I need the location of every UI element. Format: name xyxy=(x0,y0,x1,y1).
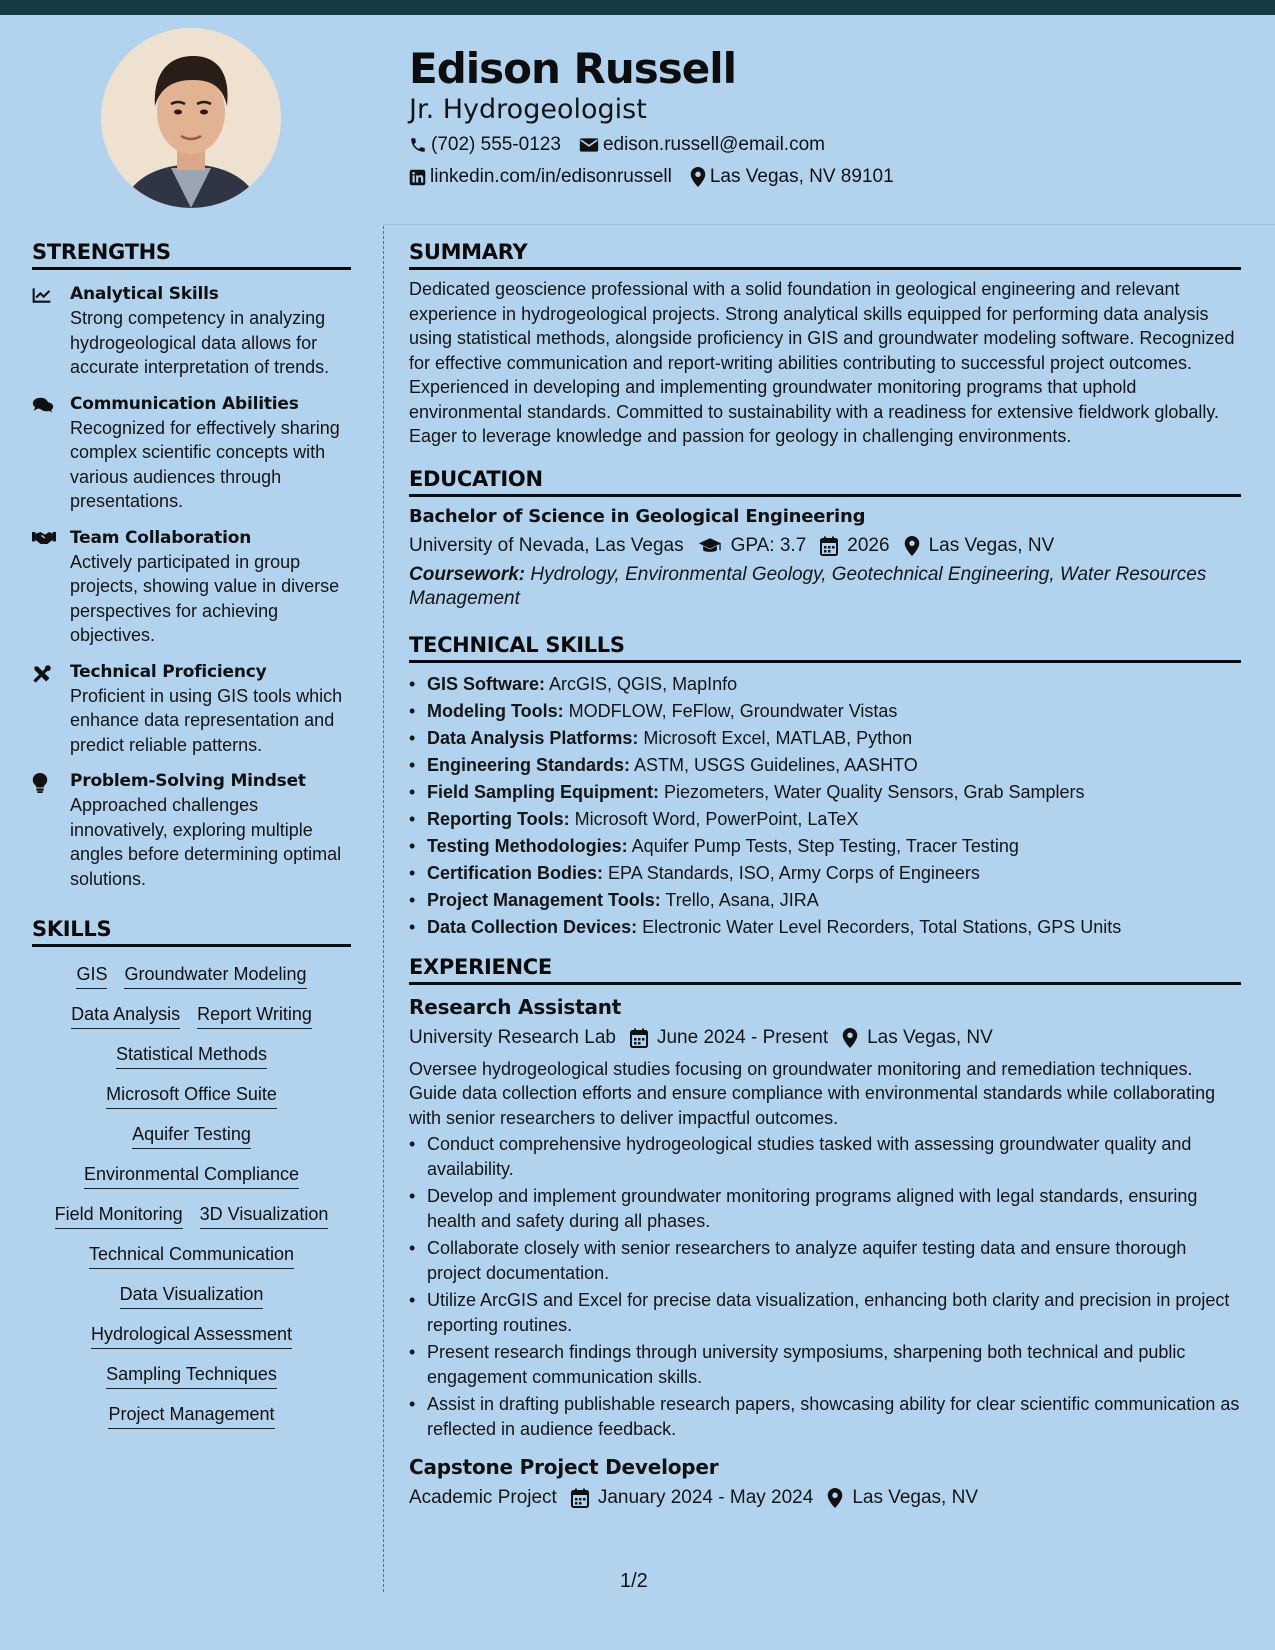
job-description: Oversee hydrogeological studies focusing on groundwater monitoring and remediation techniques. Guide data collection efforts and ensure compliance with environmental standards while collaborating with senior researchers to deliver impactful outcomes. xyxy=(409,1058,1216,1128)
contact-location xyxy=(690,166,894,188)
strengths-heading: STRENGTHS xyxy=(32,240,351,270)
job-meta xyxy=(409,1027,1241,1049)
map-pin-icon xyxy=(842,1028,858,1048)
map-pin-icon xyxy=(827,1488,843,1508)
page-indicator: 1/2 xyxy=(620,1570,648,1592)
header-divider xyxy=(383,224,1275,225)
tech-skill-value: EPA Standards, ISO, Army Corps of Engineers xyxy=(608,862,980,883)
skill-chip: Environmental Compliance xyxy=(84,1163,299,1189)
email-text: edison.russell@email.com xyxy=(602,134,825,155)
lightbulb-icon xyxy=(32,773,48,793)
tech-skill-item xyxy=(409,860,1241,887)
graduation-year: 2026 xyxy=(847,534,890,556)
tech-skill-item xyxy=(409,887,1241,914)
gpa-text: GPA: 3.7 xyxy=(730,534,807,556)
tech-skill-value: ASTM, USGS Guidelines, AASHTO xyxy=(634,754,918,775)
tech-skill-label: Project Management Tools: xyxy=(427,889,661,910)
job-dates: January 2024 - May 2024 xyxy=(597,1487,814,1508)
strength-title: Problem-Solving Mindset xyxy=(70,771,306,791)
calendar-icon xyxy=(630,1028,648,1048)
calendar-icon xyxy=(571,1488,589,1508)
skill-chip: Data Analysis xyxy=(71,1003,180,1029)
skill-chip: 3D Visualization xyxy=(200,1203,329,1229)
tech-skill-item xyxy=(409,752,1241,779)
strength-desc: Recognized for effectively sharing complex scientific concepts with various audiences through presentations. xyxy=(70,417,340,511)
technical-skills-heading: TECHNICAL SKILLS xyxy=(409,633,1241,663)
strength-item xyxy=(32,662,351,758)
job-location: Las Vegas, NV xyxy=(867,1026,993,1048)
school-name: University of Nevada, Las Vegas xyxy=(409,534,684,556)
tech-skill-value: MODFLOW, FeFlow, Groundwater Vistas xyxy=(568,700,898,721)
skill-chip: Project Management xyxy=(108,1403,274,1429)
tech-skill-item xyxy=(409,914,1241,941)
location-text: Las Vegas, NV 89101 xyxy=(709,166,894,187)
skill-chip: Data Visualization xyxy=(120,1283,264,1309)
education-heading: EDUCATION xyxy=(409,467,1241,497)
map-pin-icon xyxy=(690,167,706,187)
candidate-name: Edison Russell xyxy=(409,44,737,93)
contact-email[interactable] xyxy=(579,134,825,156)
summary-text: Dedicated geoscience professional with a solid foundation in geological engineering and relevant experience in hydrogeological projects. Strong analytical skills equipped for performing data analysis using statistical methods, alongside proficiency in GIS and groundwater modeling software. Recognized for effective communication and report-writing abilities contributing to successful project outcomes. Experienced in developing and implementing groundwater monitoring programs that uphold environmental standards. Committed to sustainability with a readiness for extensive fieldwork globally. Eager to leverage knowledge and passion for geology in challenging environments. xyxy=(409,279,1235,446)
strength-desc: Proficient in using GIS tools which enhance data representation and predict reliable patterns. xyxy=(70,685,343,755)
summary-heading: SUMMARY xyxy=(409,240,1241,270)
tech-skill-value: Microsoft Excel, MATLAB, Python xyxy=(643,727,913,748)
phone-text: (702) 555-0123 xyxy=(431,134,561,155)
tech-skill-label: Certification Bodies: xyxy=(427,862,604,883)
contact-row-2 xyxy=(409,166,912,188)
column-divider xyxy=(383,226,384,1592)
job-bullet: • Utilize ArcGIS and Excel for precise data visualization, enhancing both clarity and precision in project reporting routines. xyxy=(409,1288,1241,1337)
top-bar xyxy=(0,0,1275,15)
job-role: Research Assistant xyxy=(409,994,622,1019)
skill-chip: Sampling Techniques xyxy=(106,1363,277,1389)
job-org: Academic Project xyxy=(409,1487,557,1508)
calendar-icon xyxy=(820,536,838,556)
tools-icon xyxy=(32,664,52,684)
tech-skill-label: Engineering Standards: xyxy=(427,754,631,775)
tech-skill-value: Electronic Water Level Recorders, Total Stations, GPS Units xyxy=(642,916,1122,937)
map-pin-icon xyxy=(904,536,920,556)
tech-skill-value: Aquifer Pump Tests, Step Testing, Tracer Testing xyxy=(631,835,1019,856)
strength-item xyxy=(32,528,351,648)
tech-skill-label: Modeling Tools: xyxy=(427,700,564,721)
strength-title: Team Collaboration xyxy=(70,527,252,548)
graduation-cap-icon xyxy=(698,537,722,555)
tech-skill-value: Piezometers, Water Quality Sensors, Grab Samplers xyxy=(664,781,1085,802)
experience-heading: EXPERIENCE xyxy=(409,955,1241,985)
skill-chip: Microsoft Office Suite xyxy=(106,1083,277,1109)
contact-linkedin[interactable] xyxy=(409,166,672,188)
skill-chip: GIS xyxy=(76,963,107,989)
skills-list xyxy=(32,957,351,1429)
skill-chip: Hydrological Assessment xyxy=(91,1323,292,1349)
linkedin-text: linkedin.com/in/edisonrussell xyxy=(430,166,672,187)
strength-desc: Actively participated in group projects, showing value in diverse perspectives for achieving objectives. xyxy=(70,551,340,645)
right-column xyxy=(409,240,1241,1509)
tech-skill-item xyxy=(409,698,1241,725)
tech-skill-value: Microsoft Word, PowerPoint, LaTeX xyxy=(574,808,859,829)
candidate-title: Jr. Hydrogeologist xyxy=(409,94,647,125)
skill-chip: Groundwater Modeling xyxy=(124,963,306,989)
tech-skill-value: Trello, Asana, JIRA xyxy=(665,889,819,910)
job-bullet: • Present research findings through university symposiums, sharpening both technical and public engagement communication skills. xyxy=(409,1340,1241,1389)
tech-skill-label: GIS Software: xyxy=(427,673,546,694)
job-bullets xyxy=(409,1132,1241,1441)
strength-desc: Strong competency in analyzing hydrogeological data allows for accurate interpretation of trends. xyxy=(70,308,330,377)
job-bullet: • Assist in drafting publishable research papers, showcasing ability for clear scientific communication as reflected in audience feedback. xyxy=(409,1392,1241,1441)
strength-title: Technical Proficiency xyxy=(70,661,267,682)
job-bullet: • Conduct comprehensive hydrogeological studies tasked with assessing groundwater quality and availability. xyxy=(409,1132,1241,1181)
skill-chip: Aquifer Testing xyxy=(132,1123,251,1149)
strength-item xyxy=(32,394,351,514)
job-meta xyxy=(409,1487,1241,1509)
envelope-icon xyxy=(579,137,599,153)
tech-skill-item xyxy=(409,806,1241,833)
skill-chip: Statistical Methods xyxy=(116,1043,267,1069)
tech-skill-item xyxy=(409,779,1241,806)
job-bullet: • Collaborate closely with senior researchers to analyze aquifer testing data and ensure thorough project documentation. xyxy=(409,1236,1241,1285)
contact-row-1 xyxy=(409,134,843,156)
tech-skill-label: Field Sampling Equipment: xyxy=(427,781,660,802)
job-role: Capstone Project Developer xyxy=(409,1455,719,1479)
coursework-label: Coursework: xyxy=(409,563,526,585)
education-location: Las Vegas, NV xyxy=(928,534,1055,556)
coursework xyxy=(409,563,1241,611)
skills-heading: SKILLS xyxy=(32,917,351,947)
skill-chip: Technical Communication xyxy=(89,1243,294,1269)
profile-photo xyxy=(101,28,281,208)
tech-skill-label: Reporting Tools: xyxy=(427,808,570,829)
left-column xyxy=(32,240,351,1429)
strength-desc: Approached challenges innovatively, exploring multiple angles before determining optimal solutions. xyxy=(70,795,342,889)
linkedin-icon xyxy=(409,169,426,186)
tech-skill-item xyxy=(409,833,1241,860)
strength-item xyxy=(32,771,351,891)
job-bullet: • Develop and implement groundwater monitoring programs aligned with legal standards, ensuring health and safety during all phases. xyxy=(409,1184,1241,1233)
skill-chip: Field Monitoring xyxy=(55,1203,183,1229)
chart-line-icon xyxy=(32,286,52,304)
handshake-icon xyxy=(32,530,56,546)
phone-icon xyxy=(409,136,427,154)
tech-skill-label: Data Collection Devices: xyxy=(427,916,638,937)
strength-item xyxy=(32,284,351,380)
strength-title: Communication Abilities xyxy=(70,393,299,414)
tech-skill-item xyxy=(409,725,1241,752)
degree-title: Bachelor of Science in Geological Engineering xyxy=(409,505,866,527)
tech-skill-value: ArcGIS, QGIS, MapInfo xyxy=(549,673,738,694)
job-org: University Research Lab xyxy=(409,1026,616,1048)
tech-skill-item xyxy=(409,671,1241,698)
contact-phone[interactable] xyxy=(409,134,561,156)
tech-skill-label: Testing Methodologies: xyxy=(427,835,628,856)
comments-icon xyxy=(32,396,54,414)
skill-chip: Report Writing xyxy=(197,1003,312,1029)
technical-skills-list xyxy=(409,671,1241,941)
tech-skill-label: Data Analysis Platforms: xyxy=(427,727,639,748)
coursework-text: Hydrology, Environmental Geology, Geotechnical Engineering, Water Resources Management xyxy=(409,563,1207,609)
education-meta xyxy=(409,535,1241,557)
strength-title: Analytical Skills xyxy=(70,284,219,304)
job-dates: June 2024 - Present xyxy=(656,1026,829,1048)
job-location: Las Vegas, NV xyxy=(852,1487,979,1508)
